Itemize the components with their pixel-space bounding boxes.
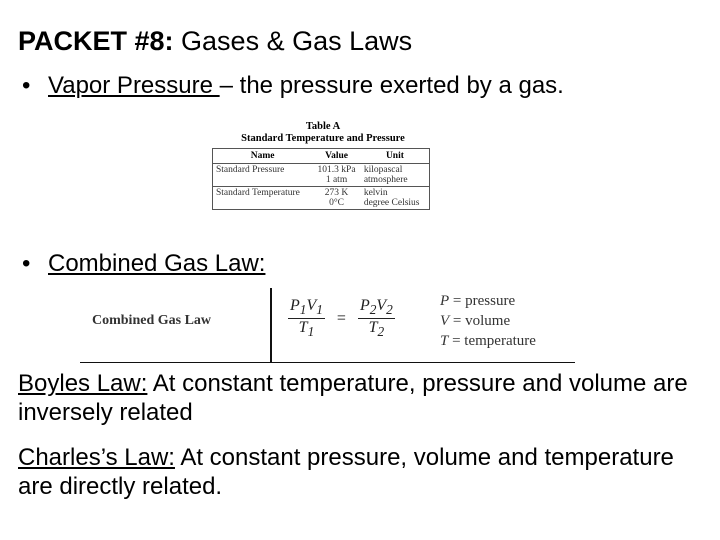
table-caption-line2: Standard Temperature and Pressure bbox=[241, 133, 405, 144]
boyles-law-label: Boyles Law: bbox=[18, 370, 148, 397]
table-header-row bbox=[213, 149, 430, 164]
header-value: Value bbox=[312, 149, 361, 164]
value-line: 101.3 kPa bbox=[317, 165, 356, 175]
standard-temperature-pressure-table bbox=[212, 121, 434, 210]
variable-legend bbox=[440, 291, 536, 351]
value-line: 0°C bbox=[329, 198, 344, 208]
legend-symbol: P bbox=[440, 293, 450, 309]
divider-vertical bbox=[270, 288, 272, 363]
charles-law-text: At constant pressure, volume and temperature are directly related. bbox=[18, 444, 674, 500]
table-caption-line1: Table A bbox=[305, 121, 341, 132]
unit-line: degree Celsius bbox=[363, 198, 420, 208]
bullet-label: Combined Gas Law: bbox=[48, 250, 266, 277]
fraction-left bbox=[288, 297, 325, 340]
row-unit bbox=[361, 187, 430, 210]
bullet-dot: • bbox=[22, 250, 31, 277]
legend-item bbox=[440, 331, 536, 351]
row-name: Standard Temperature bbox=[213, 187, 313, 210]
table-row bbox=[213, 187, 430, 210]
fraction-denominator: $T_1$ bbox=[298, 319, 315, 340]
formula-equation bbox=[288, 297, 395, 340]
formula-label: Combined Gas Law bbox=[92, 313, 212, 328]
legend-text: = volume bbox=[449, 313, 511, 329]
bullet-dot: • bbox=[22, 72, 31, 99]
value-line: 1 atm bbox=[325, 175, 348, 185]
equals-sign: = bbox=[336, 309, 346, 327]
header-name: Name bbox=[213, 149, 313, 164]
header-unit: Unit bbox=[361, 149, 430, 164]
value-line: 273 K bbox=[324, 188, 349, 198]
legend-text: = temperature bbox=[448, 333, 536, 349]
legend-symbol: V bbox=[440, 313, 450, 329]
boyles-law-paragraph bbox=[18, 369, 708, 427]
legend-item bbox=[440, 291, 536, 311]
unit-line: kelvin bbox=[363, 188, 388, 198]
divider-horizontal bbox=[80, 362, 575, 363]
legend-text: = pressure bbox=[449, 293, 516, 309]
table-row bbox=[213, 164, 430, 187]
page-title bbox=[18, 26, 412, 57]
bullet-text: – the pressure exerted by a gas. bbox=[219, 72, 564, 99]
bullet-combined-gas-law bbox=[22, 250, 265, 278]
charles-law-paragraph bbox=[18, 443, 708, 501]
fraction-numerator: $P_2V_2$ bbox=[359, 297, 393, 318]
bullet-vapor-pressure bbox=[22, 72, 564, 100]
charles-law-label: Charles’s Law: bbox=[18, 444, 175, 471]
combined-gas-law-formula bbox=[80, 285, 575, 363]
fraction-right bbox=[358, 297, 395, 340]
boyles-law-text: At constant temperature, pressure and volume are inversely related bbox=[18, 370, 688, 426]
fraction-denominator: $T_2$ bbox=[368, 319, 385, 340]
table bbox=[212, 148, 430, 210]
row-unit bbox=[361, 164, 430, 187]
unit-line: atmosphere bbox=[363, 175, 408, 185]
title-rest: Gases & Gas Laws bbox=[173, 26, 413, 56]
row-value bbox=[312, 164, 361, 187]
fraction-numerator: $P_1V_1$ bbox=[290, 297, 323, 318]
bullet-label: Vapor Pressure bbox=[48, 72, 220, 99]
title-lead: PACKET #8: bbox=[18, 26, 174, 56]
legend-symbol: T bbox=[440, 333, 449, 349]
row-name: Standard Pressure bbox=[216, 165, 285, 175]
row-value bbox=[312, 187, 361, 210]
unit-line: kilopascal bbox=[363, 165, 403, 175]
legend-item bbox=[440, 311, 536, 331]
